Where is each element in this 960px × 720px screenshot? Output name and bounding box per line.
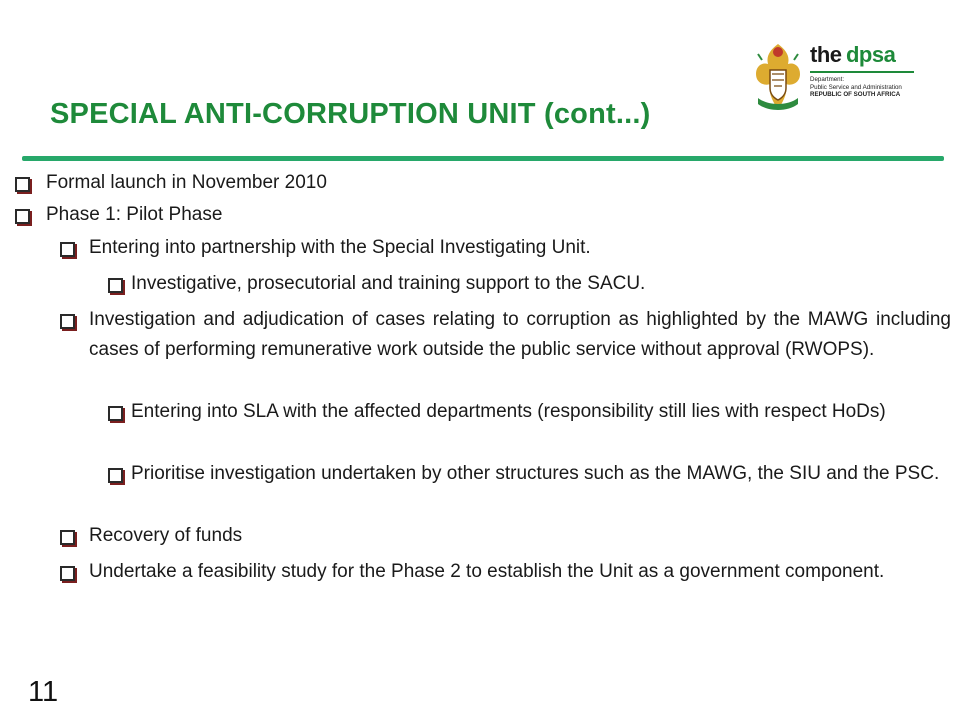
checkbox-bullet-icon: [60, 566, 75, 581]
checkbox-bullet-icon: [60, 242, 75, 257]
bullet-item: [89, 557, 951, 587]
slide-title: SPECIAL ANTI-CORRUPTION UNIT (cont...): [50, 98, 651, 130]
bullet-text: Undertake a feasibility study for the Phase 2 to establish the Unit as a government component.: [89, 561, 885, 582]
logo-dpsa: dpsa: [845, 42, 896, 67]
bullet-text: Phase 1: Pilot Phase: [46, 204, 223, 225]
dpsa-logo: [748, 40, 918, 115]
checkbox-bullet-icon: [108, 406, 123, 421]
bullet-text: Entering into partnership with the Special Investigating Unit.: [89, 237, 591, 258]
bullet-item: [131, 459, 951, 489]
logo-the: the: [810, 42, 842, 67]
coat-of-arms-icon: [748, 40, 808, 115]
logo-sub-rsa: REPUBLIC OF SOUTH AFRICA: [810, 91, 901, 98]
title-divider: [22, 156, 944, 161]
bullet-text: Entering into SLA with the affected departments (responsibility still lies with respect HoDs): [131, 401, 886, 422]
logo-sub-psa: Public Service and Administration: [810, 83, 902, 91]
slide-number: 11: [28, 676, 59, 708]
checkbox-bullet-icon: [60, 530, 75, 545]
checkbox-bullet-icon: [15, 177, 30, 192]
bullet-item: [46, 168, 936, 198]
checkbox-bullet-icon: [108, 468, 123, 483]
bullet-text: Prioritise investigation undertaken by other structures such as the MAWG, the SIU and the PSC.: [131, 463, 940, 484]
bullet-item: [89, 521, 951, 551]
bullet-text: Recovery of funds: [89, 525, 243, 546]
checkbox-bullet-icon: [108, 278, 123, 293]
bullet-text: Formal launch in November 2010: [46, 172, 327, 193]
bullet-item: [46, 200, 936, 230]
bullet-text: Investigation and adjudication of cases relating to corruption as highlighted by the MAWG including cases of performing remunerative work outside the public service without approval (RWOPS).: [89, 309, 951, 360]
logo-divider: [810, 71, 914, 73]
bullet-item: [131, 269, 951, 299]
logo-sub-department: Department:: [810, 76, 845, 83]
logo-subtitle: [810, 76, 920, 99]
bullet-item: [131, 397, 951, 427]
bullet-item: [89, 305, 951, 365]
bullet-text: Investigative, prosecutorial and training support to the SACU.: [131, 273, 646, 294]
bullet-item: [89, 233, 951, 263]
checkbox-bullet-icon: [60, 314, 75, 329]
checkbox-bullet-icon: [15, 209, 30, 224]
logo-text: [810, 42, 920, 99]
